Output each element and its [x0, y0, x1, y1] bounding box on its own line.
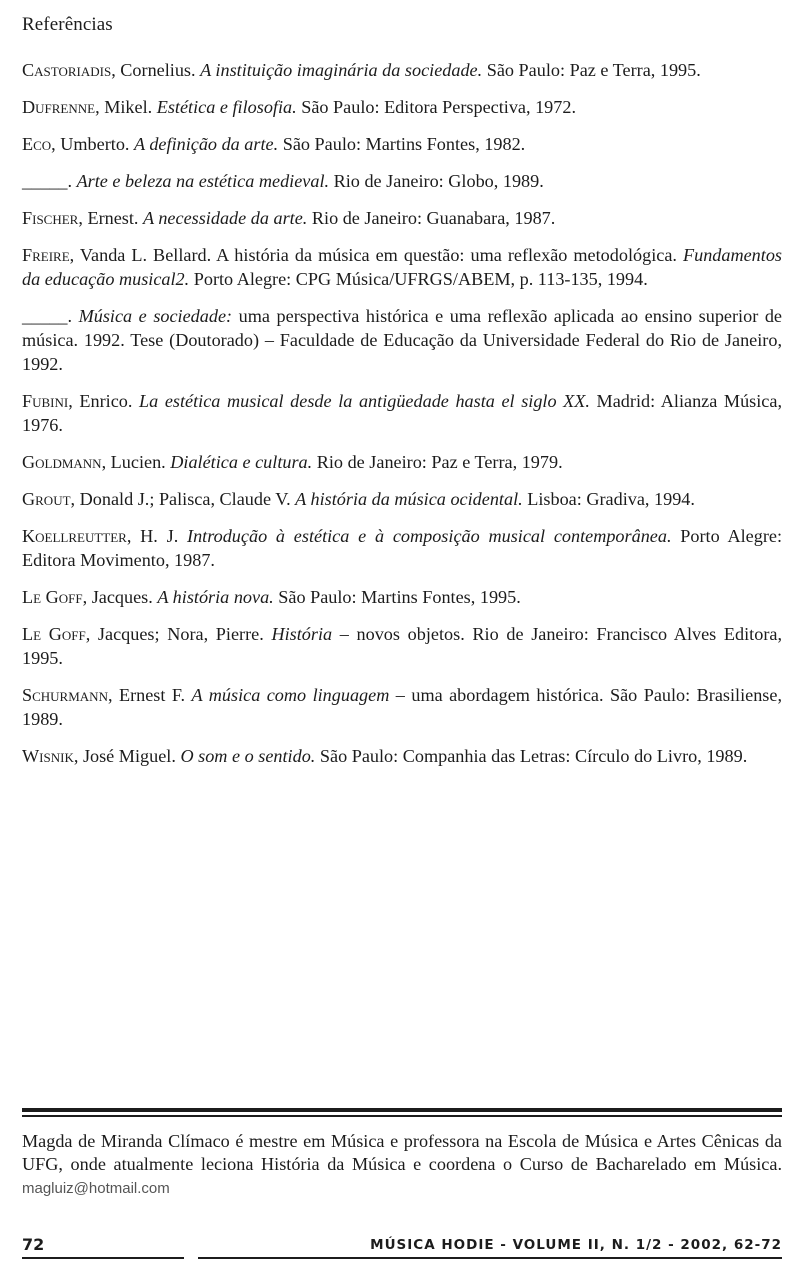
reference-author: Le Goff: [22, 624, 86, 644]
reference-author: Grout: [22, 489, 71, 509]
reference-author: Fischer: [22, 208, 79, 228]
reference-author-rest: , Cornelius.: [111, 60, 201, 80]
reference-publication: – novos objetos. Rio de Janeiro: Francisco Alves Editora, 1995.: [22, 624, 782, 668]
reference-title: La estética musical desde la antigüedade hasta el siglo XX.: [139, 391, 590, 411]
reference-entry: [22, 243, 782, 291]
reference-author-rest: , Enrico.: [68, 391, 140, 411]
bio-text: Magda de Miranda Clímaco é mestre em Música e professora na Escola de Música e Artes Cênicas da UFG, onde atualmente leciona História da Música e coordena o Curso de Bacharelado em Música.: [22, 1131, 782, 1174]
bio-email: magluiz@hotmail.com: [22, 1180, 170, 1197]
reference-entry: [22, 304, 782, 376]
reference-title: História: [271, 624, 333, 644]
reference-entry: [22, 389, 782, 437]
reference-title: A história nova.: [157, 587, 274, 607]
reference-author-rest: , Lucien.: [101, 452, 171, 472]
reference-author-rest: _____.: [22, 171, 77, 191]
reference-entry: [22, 524, 782, 572]
divider-thin: [22, 1115, 782, 1117]
reference-title: A música como linguagem: [191, 685, 390, 705]
reference-author: Koellreutter: [22, 526, 127, 546]
reference-entry: [22, 132, 782, 156]
page-number: 72: [22, 1235, 45, 1254]
reference-author-rest: , Ernest.: [78, 208, 144, 228]
reference-entry: [22, 58, 782, 82]
reference-author-rest: , Umberto.: [51, 134, 135, 154]
page-footer: [22, 1235, 782, 1265]
reference-entry: [22, 744, 782, 768]
reference-entry: [22, 95, 782, 119]
reference-publication: Lisboa: Gradiva, 1994.: [522, 489, 695, 509]
reference-publication: São Paulo: Martins Fontes, 1995.: [273, 587, 521, 607]
reference-publication: – uma abordagem histórica. São Paulo: Brasiliense, 1989.: [22, 685, 782, 729]
reference-publication: Rio de Janeiro: Guanabara, 1987.: [307, 208, 556, 228]
reference-entry: [22, 622, 782, 670]
reference-entry: [22, 487, 782, 511]
reference-title: Arte e beleza na estética medieval.: [76, 171, 330, 191]
reference-entry: [22, 206, 782, 230]
reference-title: A instituição imaginária da sociedade.: [200, 60, 483, 80]
reference-author: Castoriadis: [22, 60, 112, 80]
reference-publication: São Paulo: Paz e Terra, 1995.: [482, 60, 701, 80]
reference-publication: Rio de Janeiro: Paz e Terra, 1979.: [312, 452, 563, 472]
reference-title: Música e sociedade:: [78, 306, 233, 326]
reference-publication: Porto Alegre: CPG Música/UFRGS/ABEM, p. 113-135, 1994.: [189, 269, 648, 289]
reference-author-rest: , H. J.: [126, 526, 188, 546]
reference-publication: São Paulo: Editora Perspectiva, 1972.: [296, 97, 577, 117]
reference-author-rest: , Vanda L. Bellard. A história da música em questão: uma reflexão metodológica.: [69, 245, 683, 265]
divider-thick: [22, 1108, 782, 1112]
reference-entry: [22, 683, 782, 731]
reference-publication: São Paulo: Martins Fontes, 1982.: [278, 134, 526, 154]
reference-author-rest: _____.: [22, 306, 79, 326]
reference-publication: uma perspectiva histórica e uma reflexão aplicada ao ensino superior de música. 1992. Tese (Doutorado) – Faculdade de Educação da Universidade Federal do Rio de Janeiro, 1992.: [22, 306, 782, 374]
reference-entry: [22, 585, 782, 609]
footer-rule-left: [22, 1257, 184, 1259]
reference-author-rest: , José Miguel.: [73, 746, 181, 766]
reference-author: Goldmann: [22, 452, 102, 472]
journal-citation: MÚSICA HODIE - VOLUME II, N. 1/2 - 2002, 62-72: [370, 1237, 782, 1253]
reference-title: Fundamentos da educação musical2.: [22, 245, 782, 289]
reference-publication: Madrid: Alianza Música, 1976.: [22, 391, 782, 435]
reference-author-rest: , Ernest F.: [107, 685, 192, 705]
section-heading: Referências: [22, 14, 113, 35]
reference-publication: Porto Alegre: Editora Movimento, 1987.: [22, 526, 782, 570]
reference-title: Introdução à estética e à composição musical contemporânea.: [187, 526, 672, 546]
footer-rule-right: [198, 1257, 782, 1259]
reference-publication: Rio de Janeiro: Globo, 1989.: [329, 171, 544, 191]
reference-entry: [22, 450, 782, 474]
author-bio: [22, 1130, 782, 1200]
reference-author-rest: , Donald J.; Palisca, Claude V.: [70, 489, 296, 509]
reference-list: [22, 58, 782, 781]
reference-entry: [22, 169, 782, 193]
reference-title: A necessidade da arte.: [143, 208, 308, 228]
reference-author: Le Goff: [22, 587, 83, 607]
reference-author: Schurmann: [22, 685, 108, 705]
reference-author: Eco: [22, 134, 52, 154]
reference-author-rest: , Jacques.: [82, 587, 158, 607]
reference-author: Wisnik: [22, 746, 74, 766]
reference-title: O som e o sentido.: [180, 746, 316, 766]
reference-publication: São Paulo: Companhia das Letras: Círculo do Livro, 1989.: [315, 746, 748, 766]
reference-author-rest: , Jacques; Nora, Pierre.: [85, 624, 272, 644]
reference-author-rest: , Mikel.: [95, 97, 157, 117]
reference-author: Dufrenne: [22, 97, 96, 117]
reference-title: A história da música ocidental.: [295, 489, 523, 509]
reference-author: Fubini: [22, 391, 69, 411]
reference-title: Estética e filosofia.: [156, 97, 297, 117]
reference-title: Dialética e cultura.: [170, 452, 313, 472]
reference-title: A definição da arte.: [134, 134, 279, 154]
reference-author: Freire: [22, 245, 70, 265]
